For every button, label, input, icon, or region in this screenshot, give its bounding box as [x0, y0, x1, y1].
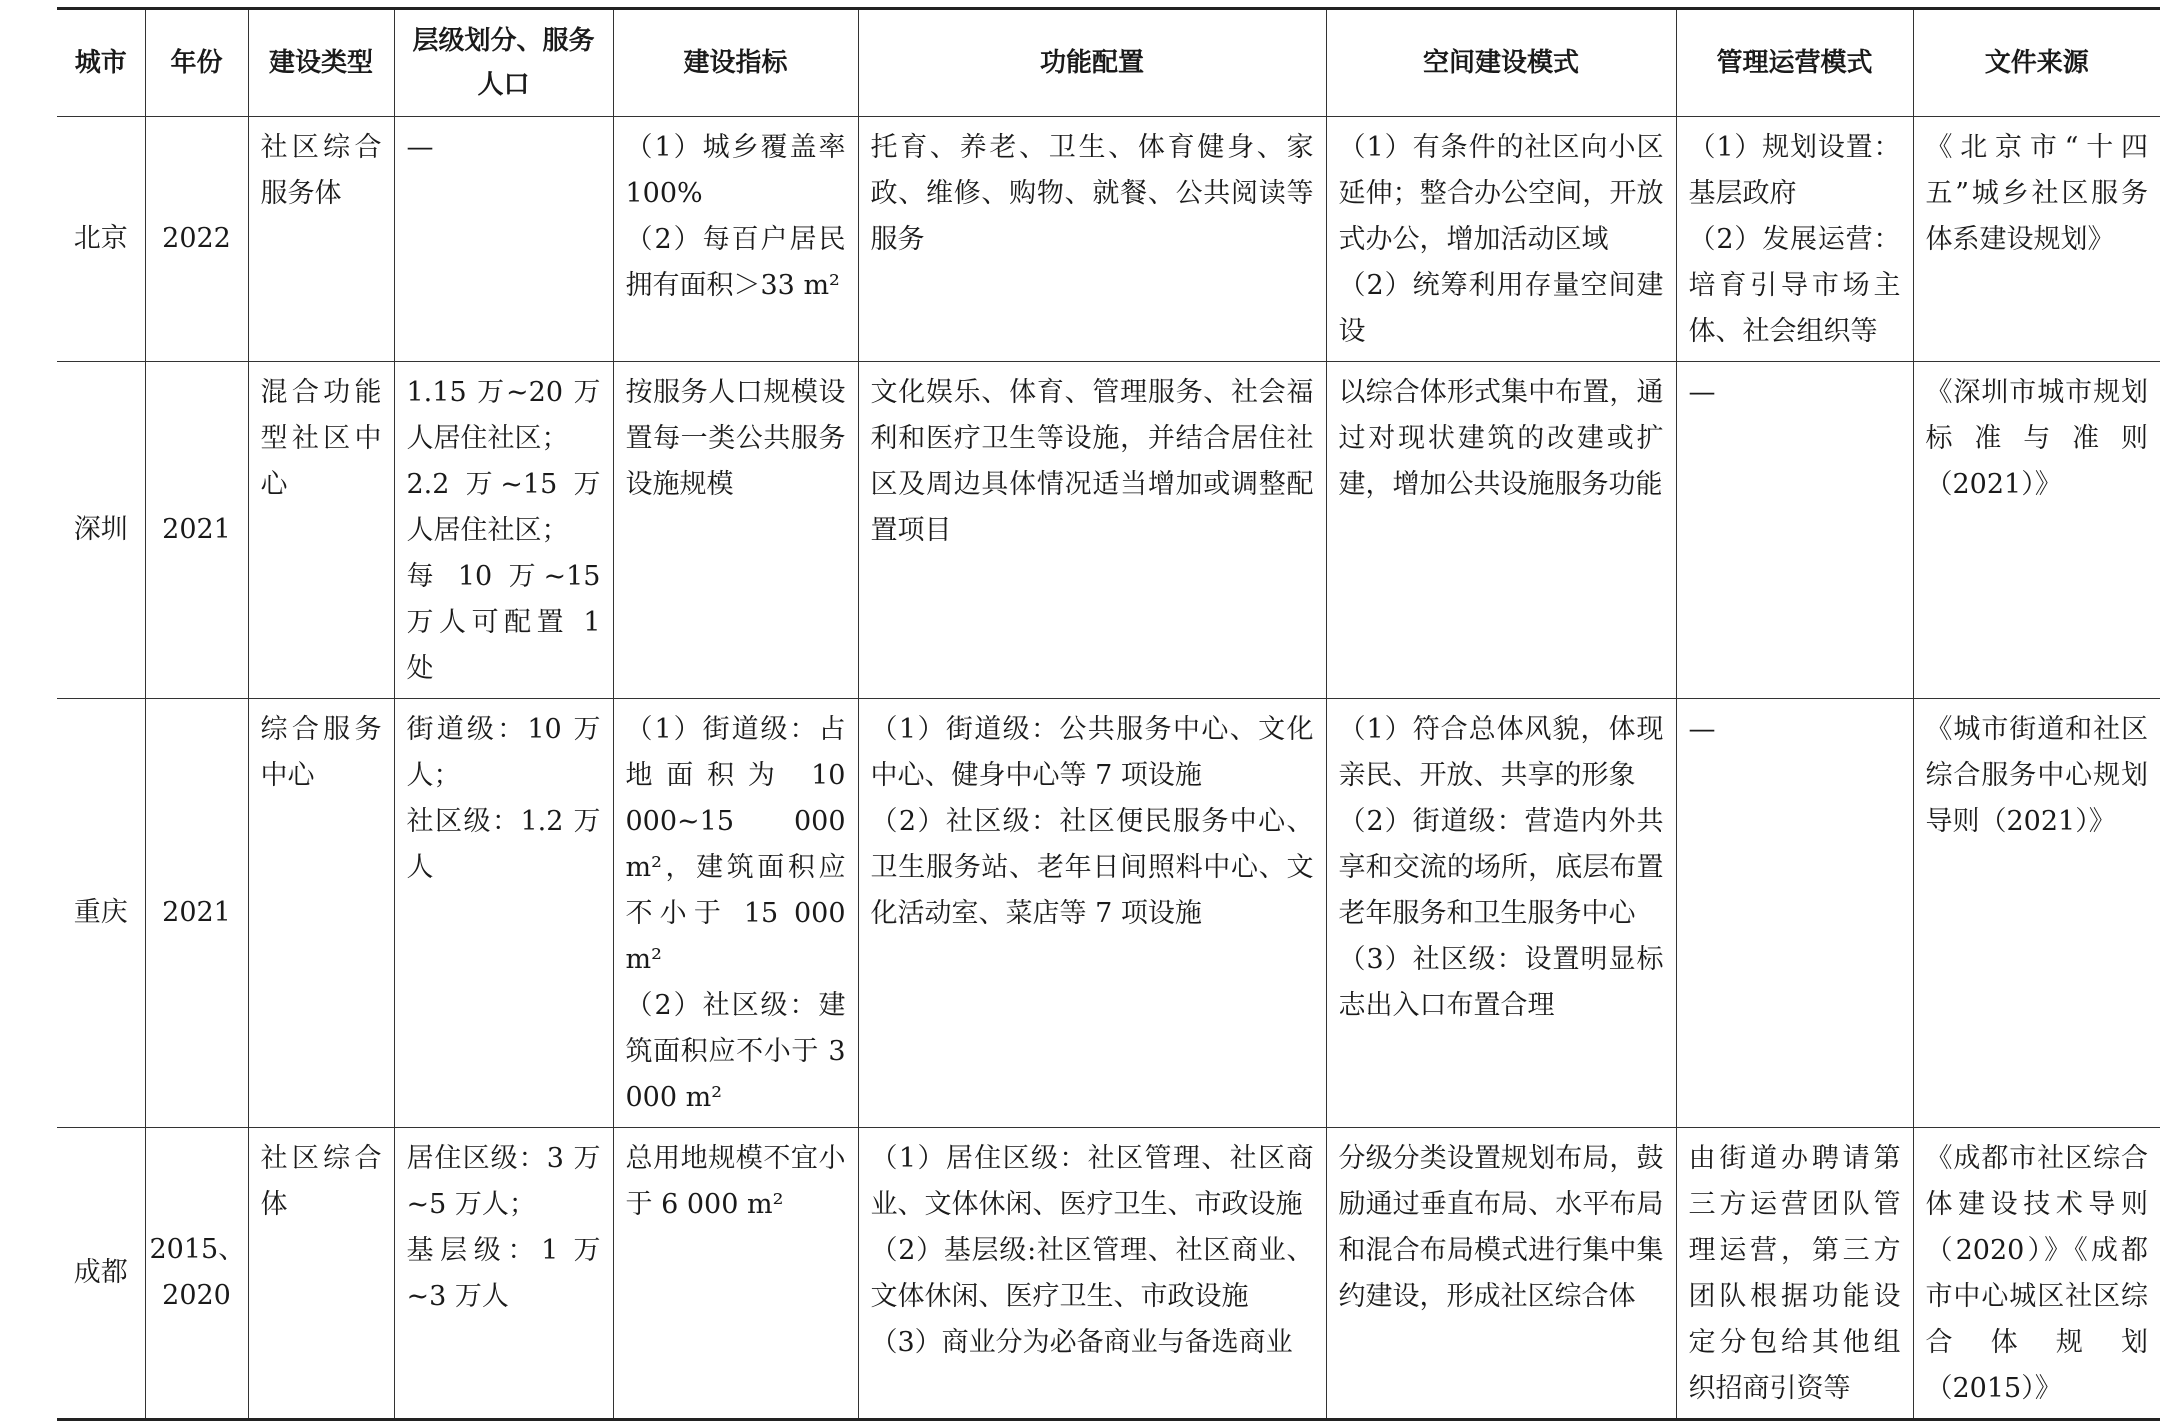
cell-year: 2021 [145, 362, 248, 699]
cell-type: 混合功能型社区中心 [248, 362, 394, 699]
level-line: 2.2 万~15 万人居住社区； [406, 469, 601, 546]
function-line: （2）社区级：社区便民服务中心、卫生服务站、老年日间照料中心、文化活动室、菜店等 7 项设施 [870, 806, 1314, 929]
function-line: 托育、养老、卫生、体育健身、家政、维修、购物、就餐、公共阅读等服务 [870, 132, 1314, 255]
cell-source: 《北京市“十四五”城乡社区服务体系建设规划》 [1913, 117, 2160, 362]
table-row [57, 117, 2160, 362]
function-line: （2）基层级:社区管理、社区商业、文体休闲、医疗卫生、市政设施 [870, 1235, 1314, 1312]
cell-level [394, 699, 613, 1128]
cell-function [858, 362, 1326, 699]
cell-source: 《成都市社区综合体建设技术导则（2020）》《成都市中心城区社区综合体规划（2015）》 [1913, 1128, 2160, 1420]
level-line: 居住区级：3 万~5 万人； [406, 1143, 601, 1220]
indicator-line: （2）社区级：建筑面积应不小于 3 000 m² [625, 990, 855, 1113]
cell-type: 社区综合体 [248, 1128, 394, 1420]
level-line: 社区级：1.2 万人 [406, 806, 601, 883]
space-line: （2）街道级：营造内外共享和交流的场所，底层布置老年服务和卫生服务中心 [1338, 806, 1664, 929]
cell-space [1326, 1128, 1676, 1420]
level-line: 基层级：1 万~3 万人 [406, 1235, 601, 1312]
space-line: （1）符合总体风貌，体现亲民、开放、共享的形象 [1338, 714, 1664, 791]
cell-year: 2022 [145, 117, 248, 362]
cell-management [1676, 699, 1913, 1128]
cell-indicator [613, 362, 858, 699]
header-cell-level: 层级划分、服务人口 [394, 9, 613, 117]
cell-type: 社区综合服务体 [248, 117, 394, 362]
cell-space [1326, 362, 1676, 699]
urban-community-facility-table [57, 7, 2160, 1421]
cell-city: 北京 [57, 117, 145, 362]
table-row [57, 699, 2160, 1128]
indicator-line: 按服务人口规模设置每一类公共服务设施规模 [625, 377, 846, 500]
table-row [57, 362, 2160, 699]
header-cell-type: 建设类型 [248, 9, 394, 117]
space-line: 以综合体形式集中布置，通过对现状建筑的改建或扩建，增加公共设施服务功能 [1338, 377, 1664, 500]
header-cell-indicator: 建设指标 [613, 9, 858, 117]
header-row [57, 9, 2160, 117]
cell-indicator [613, 117, 858, 362]
function-line: （1）居住区级：社区管理、社区商业、文体休闲、医疗卫生、市政设施 [870, 1143, 1314, 1220]
cell-source: 《深圳市城市规划标准与准则（2021）》 [1913, 362, 2160, 699]
space-line: （3）社区级：设置明显标志出入口布置合理 [1338, 944, 1664, 1021]
header-cell-city: 城市 [57, 9, 145, 117]
function-line: 文化娱乐、体育、管理服务、社会福利和医疗卫生等设施，并结合居住社区及周边具体情况适当增加或调整配置项目 [870, 377, 1314, 546]
cell-type: 综合服务中心 [248, 699, 394, 1128]
header-cell-source: 文件来源 [1913, 9, 2160, 117]
cell-function [858, 117, 1326, 362]
indicator-line: （2）每百户居民拥有面积＞33 m² [625, 224, 846, 301]
cell-level [394, 362, 613, 699]
cell-level [394, 1128, 613, 1420]
cell-city: 重庆 [57, 699, 145, 1128]
cell-city: 成都 [57, 1128, 145, 1420]
management-line: （2）发展运营：培育引导市场主体、社会组织等 [1688, 224, 1901, 347]
function-line: （1）街道级：公共服务中心、文化中心、健身中心等 7 项设施 [870, 714, 1314, 791]
cell-source: 《城市街道和社区综合服务中心规划导则（2021）》 [1913, 699, 2160, 1128]
management-line: 由街道办聘请第三方运营团队管理运营，第三方团队根据功能设定分包给其他组织招商引资等 [1688, 1143, 1901, 1404]
header-cell-year: 年份 [145, 9, 248, 117]
cell-function [858, 1128, 1326, 1420]
header-cell-management: 管理运营模式 [1676, 9, 1913, 117]
cell-indicator [613, 1128, 858, 1420]
table-row [57, 1128, 2160, 1420]
function-line: （3）商业分为必备商业与备选商业 [870, 1327, 1293, 1358]
space-line: 分级分类设置规划布局，鼓励通过垂直布局、水平布局和混合布局模式进行集中集约建设，形成社区综合体 [1338, 1143, 1664, 1312]
cell-indicator [613, 699, 858, 1128]
management-line: （1）规划设置：基层政府 [1688, 132, 1901, 209]
level-line: 街道级：10 万人； [406, 714, 601, 791]
indicator-line: （1）街道级：占地面积为 10 000~15 000 m²，建筑面积应不小于 15 000 m² [625, 714, 855, 975]
indicator-line: （1）城乡覆盖率100% [625, 132, 846, 209]
cell-level: — [394, 117, 613, 362]
cell-space [1326, 117, 1676, 362]
cell-management [1676, 117, 1913, 362]
cell-function [858, 699, 1326, 1128]
space-line: （1）有条件的社区向小区延伸；整合办公空间，开放式办公，增加活动区域 [1338, 132, 1664, 255]
level-line: 1.15 万~20 万人居住社区； [406, 377, 601, 454]
cell-city: 深圳 [57, 362, 145, 699]
header-cell-space: 空间建设模式 [1326, 9, 1676, 117]
management-line: — [1688, 377, 1716, 408]
cell-management [1676, 1128, 1913, 1420]
management-line: — [1688, 714, 1716, 745]
indicator-line: 总用地规模不宜小于 6 000 m² [625, 1143, 846, 1220]
level-line: 每 10 万~15 万人可配置 1 处 [406, 561, 610, 684]
cell-space [1326, 699, 1676, 1128]
header-cell-function: 功能配置 [858, 9, 1326, 117]
cell-management [1676, 362, 1913, 699]
cell-year: 2021 [145, 699, 248, 1128]
space-line: （2）统筹利用存量空间建设 [1338, 270, 1664, 347]
cell-year: 2015、2020 [145, 1128, 248, 1420]
